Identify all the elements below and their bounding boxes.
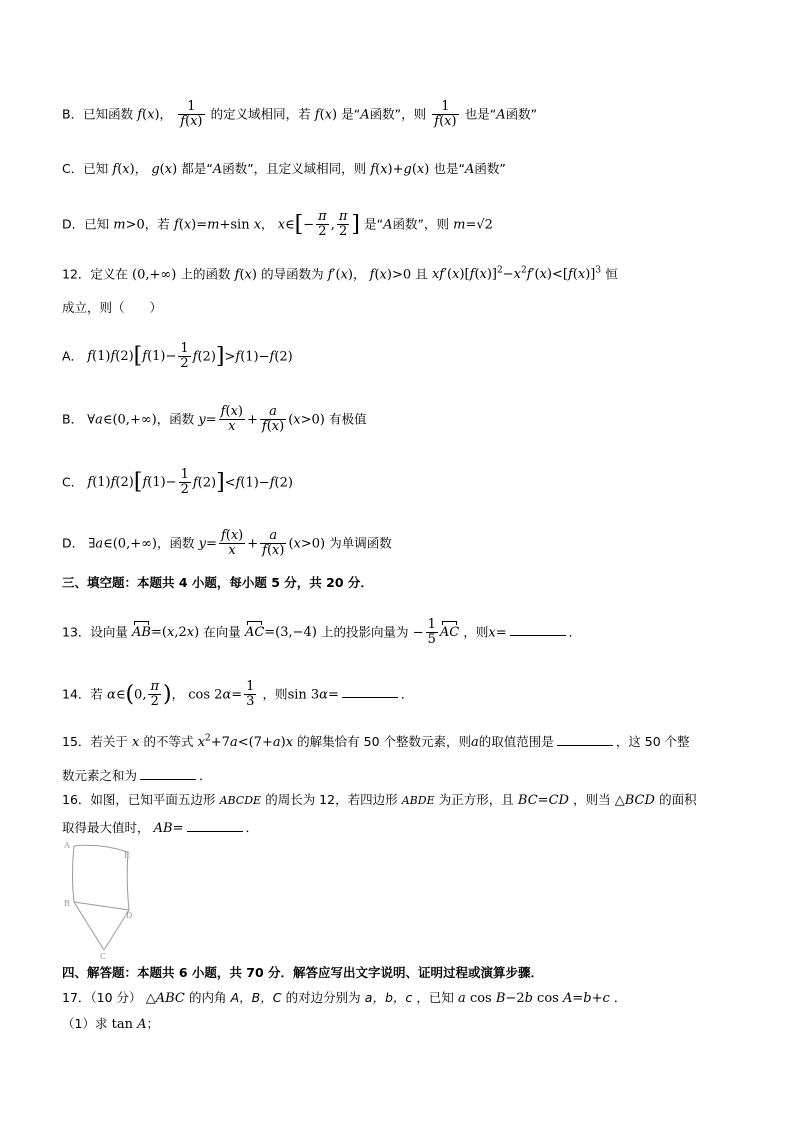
point-label-b: B: [64, 899, 70, 908]
math: ∀a∈(0,+∞): [87, 412, 157, 428]
math-fraction: $\frac{1}{3}$: [246, 679, 255, 710]
math: AB=(x,2x): [132, 625, 200, 641]
text: ．: [613, 990, 627, 1005]
answer-blank[interactable]: [557, 733, 613, 746]
question-number: 17．（10 分）: [62, 990, 142, 1005]
math: α∈: [107, 687, 126, 703]
text: 有极值: [329, 411, 367, 427]
point-label-d: D: [126, 911, 133, 920]
q12-line1: [62, 267, 618, 281]
math: y=: [198, 536, 217, 552]
math: a: [471, 735, 479, 750]
option-d-line: D．已知 m>0，若 f(x)=m+sin x， x∈[− $\frac{\pi}{2}$ , $\frac{\pi}{2}$ ] 是“A函数”，则 m=√2: [62, 209, 493, 240]
text: 也是“: [433, 161, 465, 176]
text: 的面积: [659, 792, 697, 807]
q13-line: 13．设向量 AB=(x,2x) 在向量 AC=(3,−4) 上的投影向量为 − $\frac{1}{5}$ AC ，则x= ．: [62, 617, 582, 648]
text: ．: [199, 768, 212, 783]
text: 也是“: [464, 106, 497, 122]
answer-blank[interactable]: [510, 623, 566, 636]
text: 为正方形，且: [438, 792, 514, 807]
text: 的不等式: [143, 734, 194, 749]
math: f(x): [112, 162, 135, 177]
math: f′(x): [327, 267, 353, 283]
text: 的对边分别为: [285, 990, 361, 1005]
math: a，b，c: [364, 990, 413, 1005]
option-label: C．: [62, 474, 84, 490]
math: A: [383, 217, 393, 233]
q12-option-c: C． f(1)f(2)[f(1)− $\frac{1}{2}$ f(2)]<f(1)−f(2): [62, 467, 293, 498]
text: 且: [415, 266, 428, 282]
text: ，函数: [156, 411, 195, 427]
text: 在向量: [203, 624, 241, 640]
math: x: [132, 735, 140, 750]
q14-line: 14．若 α∈(0, $\frac{\pi}{2}$ )， cos 2α= $\frac{1}{3}$ ，则sin 3α= ．: [62, 679, 414, 710]
math: m=√2: [453, 217, 493, 233]
q16-line1: [62, 794, 697, 807]
text: ，已知: [416, 990, 454, 1005]
math: A，B，C: [230, 990, 282, 1005]
q17-line: [62, 992, 626, 1005]
math: f(1)f(2)[f(1)−: [87, 469, 177, 495]
math: cos 2α=: [188, 687, 243, 703]
question-number: 12．定义在: [62, 266, 128, 282]
math: A: [360, 107, 370, 123]
math-fraction: $\frac{1}{2}$: [180, 341, 189, 372]
math-fraction: $\frac{1}{2}$: [180, 467, 189, 498]
text: ．: [568, 624, 582, 640]
text: 恒: [605, 266, 618, 282]
q17-sub1: （1）求 tan A；: [62, 1016, 159, 1032]
text: 都是“: [181, 161, 213, 176]
text: ，: [134, 161, 148, 176]
text: 函数”，则: [369, 106, 427, 122]
math-fraction: $\frac{a}{f(x)}$: [262, 528, 285, 559]
option-label: B．: [62, 411, 84, 427]
answer-blank[interactable]: [140, 767, 196, 780]
question-number: 13．设向量: [62, 624, 128, 640]
q12-option-b: B． ∀a∈(0,+∞)，函数 y= $\frac{f(x)}{x}$ + $\frac{a}{f(x)}$ (x>0) 有极值: [62, 404, 367, 435]
math: tan A: [111, 1017, 147, 1032]
math: ABDE: [401, 794, 435, 807]
answer-blank[interactable]: [187, 819, 243, 832]
math: $xf'(x)[f(x)]^2-x^2f'(x)<[f(x)]^3$: [431, 266, 602, 283]
text: 的取值范围是: [478, 734, 554, 749]
text: 上的函数: [180, 266, 231, 282]
section-4-heading: 四、解答题：本题共 6 小题，共 70 分．解答应写出文字说明、证明过程或演算步骤．: [62, 965, 544, 980]
math: ABCDE: [219, 794, 262, 807]
point-label-a: A: [64, 841, 70, 850]
math-fraction: $\frac{f(x)}{x}$: [220, 404, 243, 435]
text: ，函数: [157, 535, 195, 551]
text: ，: [353, 266, 366, 282]
math: ∃a∈(0,+∞): [88, 536, 158, 552]
option-label: D．: [62, 535, 85, 551]
math: f(x): [137, 107, 160, 123]
text: 函数”: [474, 161, 506, 176]
q12-option-a: A． f(1)f(2)[f(1)− $\frac{1}{2}$ f(2)]>f(1)−f(2): [62, 341, 293, 372]
text: ．: [400, 686, 414, 702]
text: ，: [261, 216, 274, 232]
math: sin 3α=: [287, 687, 339, 703]
q15-line2: [62, 767, 212, 783]
pentagon-figure: [62, 840, 142, 960]
math: A: [496, 107, 506, 123]
option-c-line: [62, 163, 506, 176]
text: 的内角: [188, 990, 227, 1005]
option-label: B．已知函数: [62, 106, 134, 122]
q12-option-d: D． ∃a∈(0,+∞)，函数 y= $\frac{f(x)}{x}$ + $\frac{a}{f(x)}$ (x>0) 为单调函数: [62, 528, 392, 559]
math: A: [464, 162, 475, 177]
math: A: [212, 162, 223, 177]
q12-line2: 成立，则（ ）: [62, 300, 163, 315]
text: 数元素之和为: [62, 768, 138, 783]
math: AC=(3,−4): [244, 625, 317, 641]
math: a cos B−2b cos A=b+c: [458, 991, 610, 1006]
math-fraction: $\frac{\pi}{2}$: [318, 209, 327, 240]
q16-line2: [62, 819, 258, 835]
math-fraction: $\frac{\pi}{2}$: [150, 679, 159, 710]
math-fraction: $\frac{1}{f(x)}$: [434, 99, 457, 130]
math: g(x): [151, 162, 178, 177]
text: 是“: [341, 106, 361, 122]
point-label-c: C: [100, 952, 107, 960]
math-fraction: $\frac{\pi}{2}$: [338, 209, 348, 240]
text: （1）求: [62, 1016, 108, 1031]
text: ，若: [144, 216, 170, 232]
option-label: C．已知: [62, 161, 109, 176]
math: BC=CD: [517, 793, 569, 808]
math: AB=: [153, 821, 184, 836]
text: 是“: [364, 216, 384, 232]
text: 函数”: [505, 106, 538, 122]
option-b-line: B．已知函数 f(x)， $\frac{1}{f(x)}$ 的定义域相同，若 f(x) 是“A函数”，则 $\frac{1}{f(x)}$ 也是“A函数”: [62, 99, 538, 130]
math: f(x)>0: [369, 267, 412, 283]
math-fraction: $\frac{1}{5}$: [427, 617, 436, 648]
point-label-e: E: [124, 851, 130, 860]
text: ，: [171, 686, 185, 702]
math: m>0: [113, 217, 145, 233]
text: 函数”，则: [392, 216, 449, 232]
math: (0,+∞): [132, 267, 177, 283]
text: 为单调函数: [329, 535, 392, 551]
math: $x^2+7a<(7+a)x$: [197, 733, 294, 750]
text: ，这 50 个整: [615, 734, 690, 749]
text: 函数”，且定义域相同，则: [222, 161, 367, 176]
math-fraction: $\frac{f(x)}{x}$: [220, 528, 244, 559]
answer-blank[interactable]: [342, 685, 398, 698]
text: 取得最大值时，: [62, 820, 150, 835]
question-number: 14．若: [62, 686, 103, 702]
text: 的导函数为: [261, 266, 324, 282]
math: f(x)=m+sin x: [173, 217, 262, 233]
math: f(x): [234, 267, 257, 283]
math: f(x): [314, 107, 338, 123]
section-3-heading: 三、填空题：本题共 4 小题，每小题 5 分，共 20 分．: [62, 575, 373, 590]
text: ，则: [262, 686, 288, 702]
math: y=: [198, 412, 217, 428]
text: 的周长为 12，若四边形: [265, 792, 398, 807]
option-label: D．已知: [62, 216, 110, 232]
math: △ABC: [145, 991, 185, 1006]
q15-line1: [62, 733, 690, 749]
text: ．: [245, 820, 259, 835]
math-fraction: $\frac{a}{f(x)}$: [261, 404, 285, 435]
text: ，则: [463, 624, 489, 640]
math: x=: [488, 625, 507, 641]
option-label: A．: [62, 348, 84, 364]
question-number: 16．如图，已知平面五边形: [62, 792, 216, 807]
text: ，则当: [573, 792, 611, 807]
text: 的定义域相同，若: [210, 106, 311, 122]
math: x∈: [277, 217, 295, 233]
math: △BCD: [614, 793, 655, 808]
math-fraction: $\frac{1}{f(x)}$: [180, 99, 203, 130]
question-number: 15．若关于: [62, 734, 128, 749]
text: 的解集恰有 50 个整数元素，则: [297, 734, 472, 749]
math: f(x)+g(x): [370, 162, 430, 177]
math: f(1)f(2)[f(1)−: [87, 343, 177, 369]
text: 上的投影向量为: [321, 624, 409, 640]
